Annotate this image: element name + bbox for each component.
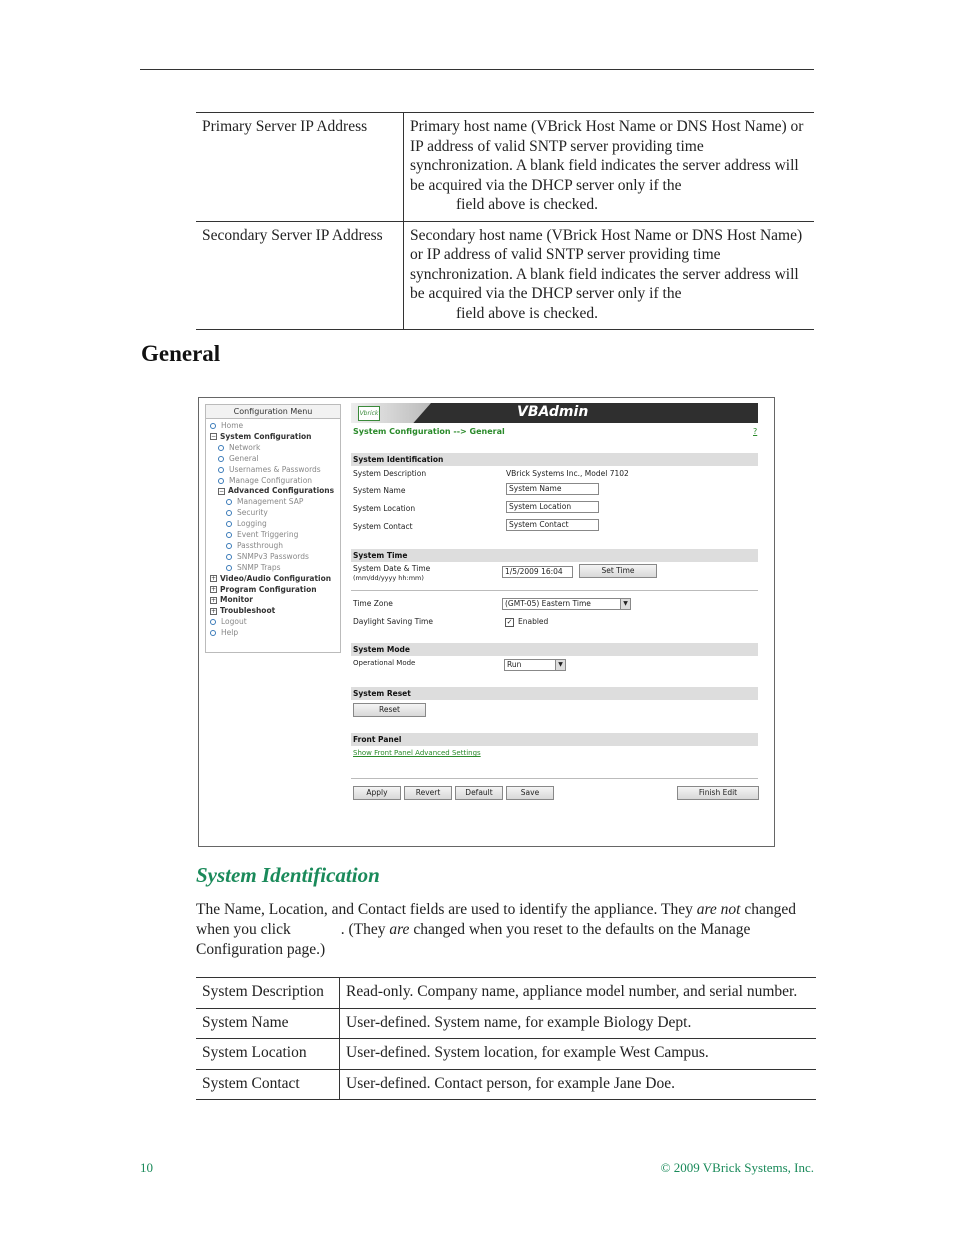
- desc-text: Secondary host name (VBrick Host Name or DNS Host Name) or IP address of valid SNTP server providing time synchronization. A blank field indicates the server address will be acquired via the DHCP server only if the: [410, 226, 803, 302]
- section-bar-identification: System Identification: [351, 453, 758, 466]
- menu-item[interactable]: [210, 595, 253, 605]
- table-cell-desc: [404, 113, 815, 222]
- table-row: [196, 1069, 816, 1100]
- apply-button[interactable]: Apply: [353, 786, 401, 800]
- bullet-icon: [218, 456, 224, 462]
- menu-item[interactable]: [218, 476, 312, 486]
- divider: [351, 778, 758, 779]
- table-cell-desc: Read-only. Company name, appliance model number, and serial number.: [346, 983, 798, 1000]
- menu-item-label: Usernames & Passwords: [229, 464, 321, 474]
- opmode-select[interactable]: [504, 659, 566, 671]
- desc-text: Primary host name (VBrick Host Name or DNS Host Name) or IP address of valid SNTP server providing time synchronization. A blank field indicates the server address will be acquired via the DHCP server only if the: [410, 118, 804, 194]
- menu-item[interactable]: [226, 497, 303, 507]
- finish-edit-button[interactable]: Finish Edit: [677, 786, 759, 800]
- breadcrumb: System Configuration --> General: [353, 427, 505, 436]
- section-bar-time: System Time: [351, 549, 758, 562]
- menu-item-label: Program Configuration: [220, 584, 317, 594]
- menu-item-label: Passthrough: [237, 540, 284, 550]
- intro-paragraph: [196, 900, 816, 960]
- section-heading-system-identification: System Identification: [196, 863, 380, 887]
- menu-item-label: Logout: [221, 617, 247, 627]
- vbadmin-banner: [351, 403, 758, 423]
- menu-title: Configuration Menu: [206, 405, 340, 419]
- section-bar-reset: System Reset: [351, 687, 758, 700]
- revert-button[interactable]: Revert: [404, 786, 452, 800]
- menu-item[interactable]: [226, 541, 283, 551]
- datetime-label: System Date & Time: [353, 564, 431, 573]
- system-location-input[interactable]: System Location: [506, 501, 599, 513]
- system-identification-table: [196, 977, 816, 1100]
- set-time-button[interactable]: Set Time: [579, 564, 657, 578]
- menu-item-label: Logging: [237, 519, 267, 529]
- table-cell-desc: User-defined. Contact person, for example Jane Doe.: [346, 1074, 675, 1092]
- system-location-label: System Location: [353, 504, 416, 513]
- table-row: [196, 1039, 816, 1070]
- copyright: © 2009 VBrick Systems, Inc.: [660, 1160, 814, 1175]
- table-cell-label: System Contact: [196, 1069, 340, 1100]
- opmode-value: Run: [507, 660, 522, 669]
- menu-item-label: Manage Configuration: [229, 475, 313, 485]
- collapse-icon: −: [219, 487, 225, 495]
- configuration-menu: [205, 404, 341, 653]
- timezone-label: Time Zone: [353, 599, 393, 608]
- para-text-3: . (They: [340, 921, 386, 938]
- menu-item-label: Monitor: [220, 595, 253, 605]
- bullet-icon: [226, 543, 232, 549]
- menu-item[interactable]: [210, 574, 331, 584]
- bullet-icon: [226, 565, 232, 571]
- page-number: 10: [140, 1160, 153, 1175]
- front-panel-advanced-link[interactable]: Show Front Panel Advanced Settings: [353, 749, 481, 757]
- menu-item-label: Network: [229, 442, 261, 452]
- table-cell-label: System Location: [196, 1039, 340, 1070]
- dst-checkbox-group: [505, 617, 548, 627]
- menu-item[interactable]: [210, 421, 243, 431]
- menu-item-label: SNMP Traps: [237, 562, 281, 572]
- dst-checkbox[interactable]: ✓: [506, 617, 513, 626]
- para-text-4: changed when you reset to the defaults on the Manage Configuration page.): [196, 921, 751, 958]
- menu-item-label: Help: [221, 628, 239, 638]
- desc-end-text: field above is checked.: [456, 196, 599, 213]
- desc-end-text: field above is checked.: [456, 304, 599, 322]
- menu-item[interactable]: [218, 443, 260, 453]
- dst-checkbox-label: Enabled: [518, 617, 549, 626]
- system-description-value: VBrick Systems Inc., Model 7102: [506, 469, 629, 478]
- save-button[interactable]: Save: [506, 786, 554, 800]
- collapse-icon: −: [211, 433, 217, 441]
- table-cell-label: System Name: [196, 1008, 340, 1039]
- sntp-server-table: [196, 112, 814, 330]
- datetime-format-hint: (mm/dd/yyyy hh:mm): [353, 574, 424, 582]
- section-heading-general: General: [141, 341, 221, 366]
- system-description-label: System Description: [353, 469, 427, 478]
- help-link[interactable]: ?: [753, 427, 758, 436]
- para-text-1: The Name, Location, and Contact fields are used to identify the appliance. They: [196, 901, 693, 918]
- menu-item-label: General: [229, 453, 259, 463]
- menu-item-label: Home: [221, 421, 244, 430]
- menu-item[interactable]: [226, 530, 298, 540]
- menu-item[interactable]: [218, 486, 334, 496]
- vbadmin-screenshot: [198, 397, 775, 847]
- system-name-input[interactable]: System Name: [506, 483, 599, 495]
- header-rule: [140, 69, 814, 70]
- menu-item-label: Troubleshoot: [220, 606, 276, 616]
- menu-item[interactable]: [218, 465, 321, 475]
- menu-item-label: SNMPv3 Passwords: [237, 551, 309, 561]
- menu-item[interactable]: [226, 563, 281, 573]
- bullet-icon: [210, 423, 216, 429]
- menu-item[interactable]: [226, 552, 309, 562]
- bullet-icon: [226, 521, 232, 527]
- menu-item-label: Security: [237, 508, 268, 518]
- bullet-icon: [210, 630, 216, 636]
- para-emphasis-1: are not: [696, 901, 741, 918]
- chevron-down-icon: ▼: [555, 660, 565, 670]
- bullet-icon: [218, 478, 224, 484]
- table-row: [196, 113, 814, 222]
- para-emphasis-2: are: [389, 921, 410, 938]
- table-row: [196, 978, 816, 1009]
- section-bar-front-panel: Front Panel: [351, 733, 758, 746]
- table-cell-desc: User-defined. System name, for example Biology Dept.: [346, 1013, 692, 1031]
- table-row: [196, 221, 814, 330]
- menu-item[interactable]: [210, 432, 312, 442]
- bullet-icon: [218, 445, 224, 451]
- menu-item[interactable]: [210, 585, 317, 595]
- expand-icon: +: [211, 607, 217, 615]
- timezone-select[interactable]: [502, 598, 631, 610]
- timezone-value: (GMT-05) Eastern Time: [505, 599, 591, 608]
- menu-item-label: Advanced Configurations: [228, 486, 335, 496]
- menu-item-label: System Configuration: [220, 431, 312, 441]
- bullet-icon: [226, 510, 232, 516]
- menu-item[interactable]: [210, 628, 238, 638]
- banner-title: VBAdmin: [517, 404, 589, 420]
- para-text-2: changed when you click: [196, 901, 797, 938]
- menu-item[interactable]: [226, 508, 268, 518]
- table-cell-label: Secondary Server IP Address: [196, 221, 404, 330]
- dst-label: Daylight Saving Time: [353, 617, 433, 626]
- system-contact-input[interactable]: System Contact: [506, 519, 599, 531]
- divider: [351, 590, 758, 591]
- table-cell-desc: User-defined. System location, for example West Campus.: [346, 1044, 709, 1061]
- menu-item-label: Event Triggering: [237, 530, 299, 539]
- table-row: [196, 1008, 816, 1039]
- default-button[interactable]: Default: [455, 786, 503, 800]
- expand-icon: +: [211, 575, 217, 583]
- reset-button[interactable]: Reset: [353, 703, 426, 717]
- menu-item-label: Management SAP: [237, 497, 304, 507]
- menu-item[interactable]: [210, 617, 247, 627]
- chevron-down-icon: ▼: [620, 599, 630, 609]
- menu-item[interactable]: [218, 454, 259, 464]
- bullet-icon: [210, 619, 216, 625]
- vbrick-logo: Vbrick: [358, 406, 380, 421]
- system-name-label: System Name: [353, 486, 406, 495]
- table-cell-label: Primary Server IP Address: [196, 113, 404, 222]
- datetime-input[interactable]: 1/5/2009 16:04: [502, 566, 573, 578]
- bullet-icon: [226, 499, 232, 505]
- expand-icon: +: [211, 586, 217, 593]
- opmode-label: Operational Mode: [353, 659, 416, 667]
- section-bar-mode: System Mode: [351, 643, 758, 656]
- bullet-icon: [226, 532, 232, 538]
- bullet-icon: [218, 467, 224, 473]
- menu-item[interactable]: [210, 606, 275, 616]
- table-cell-label: System Description: [196, 978, 340, 1009]
- bullet-icon: [226, 554, 232, 560]
- table-cell-desc: [404, 221, 815, 330]
- menu-item[interactable]: [226, 519, 267, 529]
- expand-icon: +: [211, 596, 217, 604]
- menu-item-label: Video/Audio Configuration: [220, 573, 332, 583]
- system-contact-label: System Contact: [353, 522, 413, 531]
